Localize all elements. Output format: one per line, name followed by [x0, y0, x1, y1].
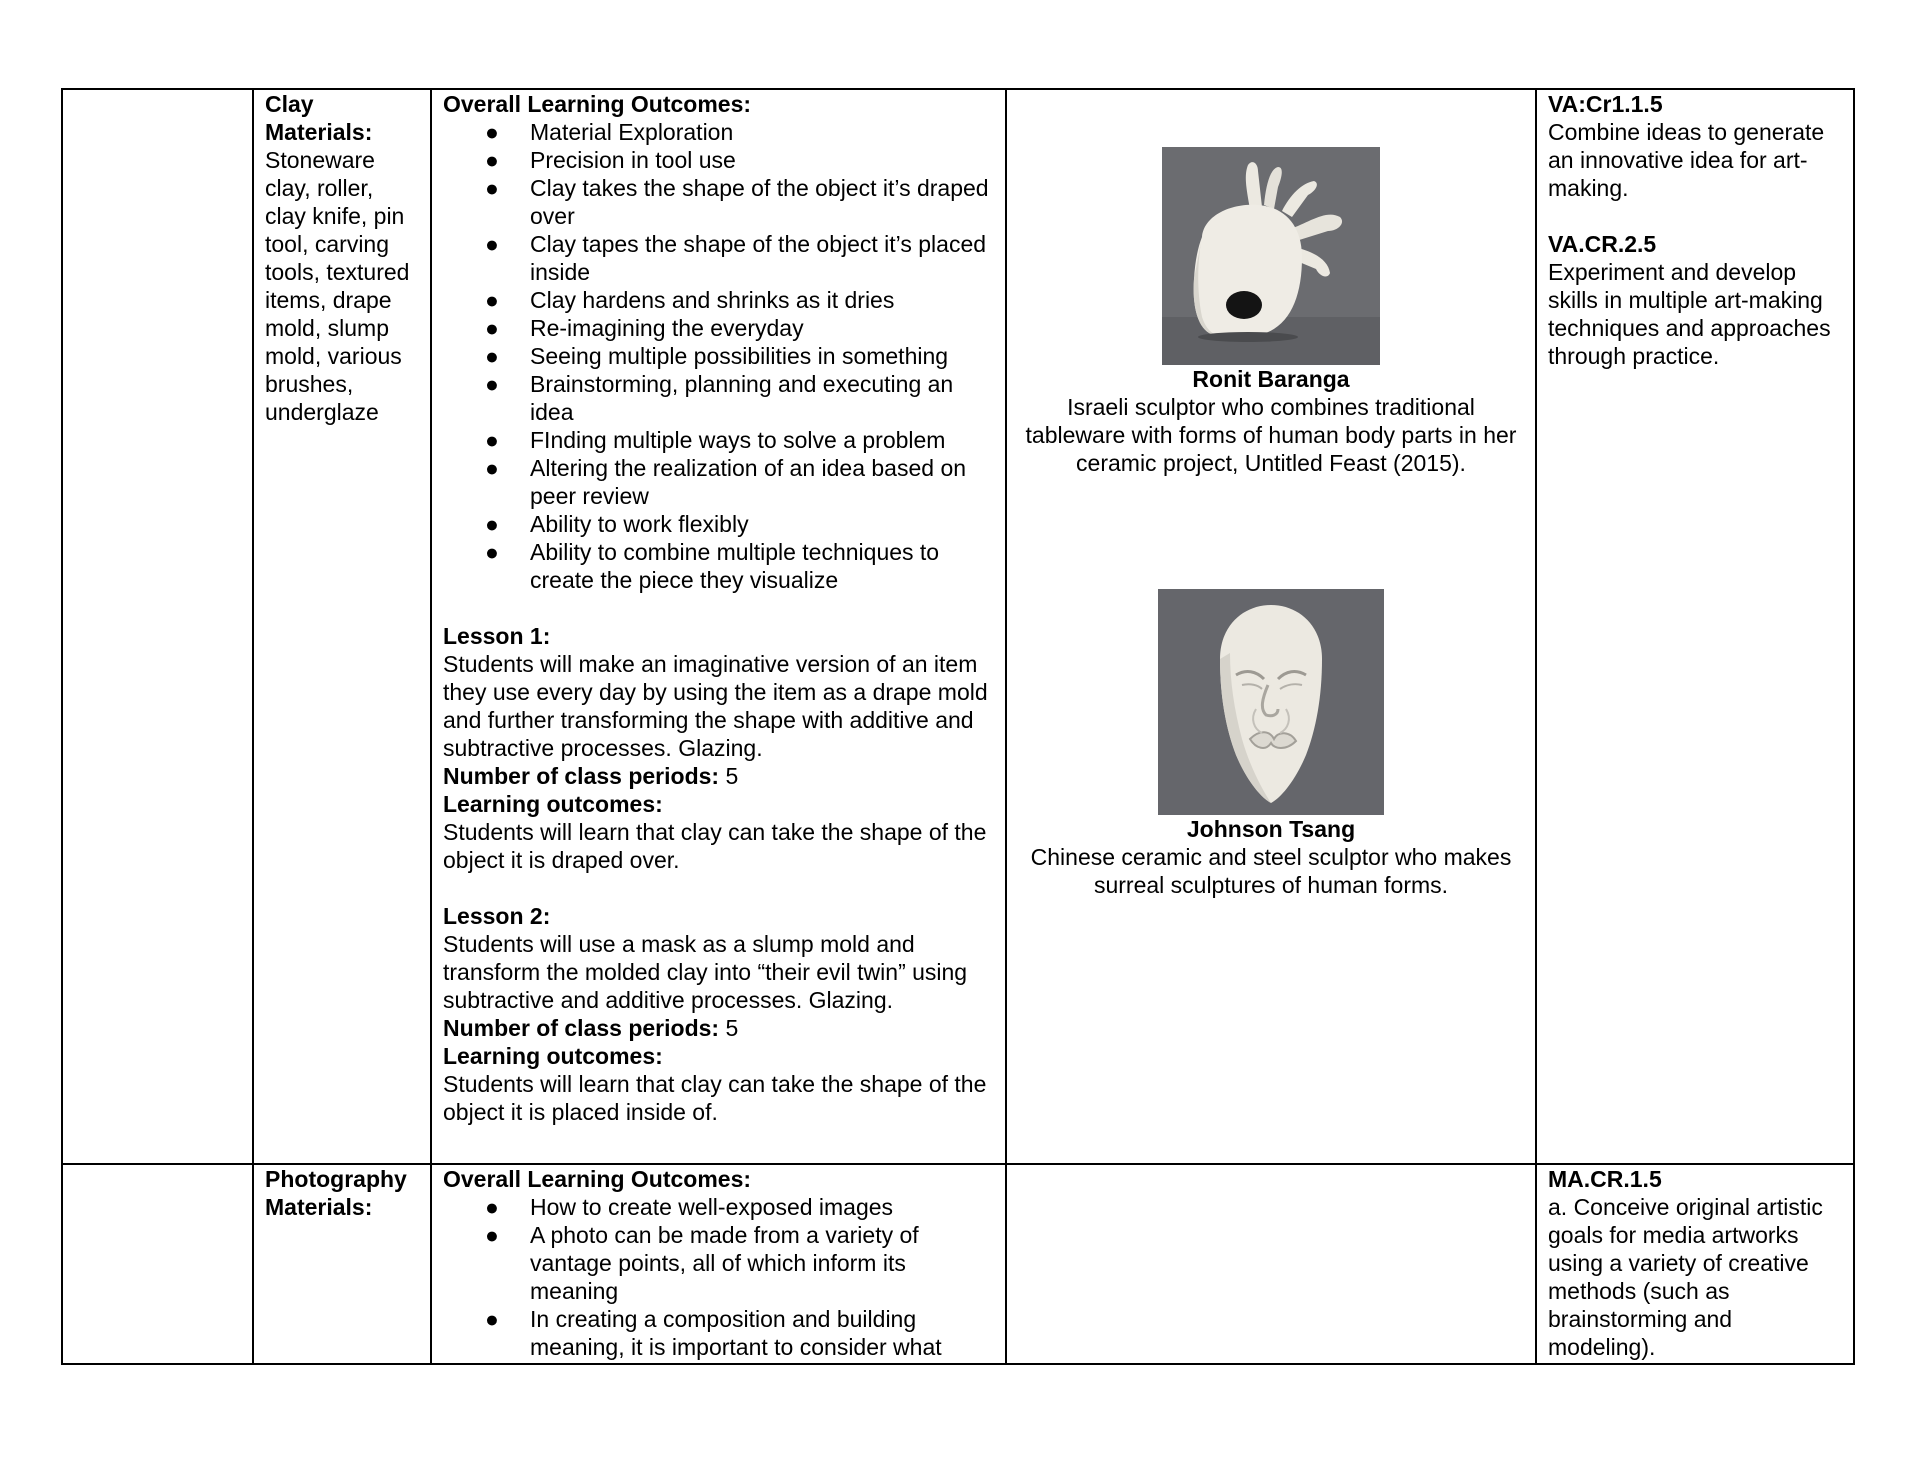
- lesson-description: Students will make an imaginative version of an item they use every day by using the item as a drape mold and further transforming the shape with additive and subtractive processes. Glazing.: [443, 651, 988, 761]
- bullet-icon: ●: [485, 231, 499, 257]
- bullet-icon: ●: [485, 147, 499, 173]
- lesson-block: [443, 902, 994, 1126]
- list-item: ● Brainstorming, planning and executing an idea: [485, 371, 954, 425]
- list-item: ● Re-imagining the everyday: [485, 315, 804, 341]
- bullet-icon: ●: [485, 427, 499, 453]
- materials-cell: [253, 1164, 431, 1364]
- lesson-block: [443, 622, 994, 874]
- lesson-title: Lesson 1:: [443, 623, 551, 649]
- sculpture-photo-ronit-baranga: [1162, 147, 1380, 365]
- class-periods: Number of class periods: 5: [443, 1015, 739, 1041]
- list-item: ● FInding multiple ways to solve a problem: [485, 427, 946, 453]
- standard-text: a. Conceive original artistic goals for media artworks using a variety of creative methods (such as brainstorming and modeling).: [1548, 1194, 1823, 1360]
- list-item: ● Altering the realization of an idea based on peer review: [485, 455, 967, 509]
- standard-code: VA:Cr1.1.5: [1548, 91, 1663, 117]
- outcomes-heading: Overall Learning Outcomes:: [443, 1166, 752, 1192]
- list-item: ● Clay takes the shape of the object it’s draped over: [485, 175, 989, 229]
- artist-block: [1018, 90, 1524, 477]
- outcomes-list: [443, 1193, 994, 1361]
- standards-cell: [1536, 1164, 1854, 1364]
- standard-text: Experiment and develop skills in multiple art-making techniques and approaches through practice.: [1548, 259, 1831, 369]
- bullet-icon: ●: [485, 455, 499, 481]
- artist-description: Chinese ceramic and steel sculptor who makes surreal sculptures of human forms.: [1030, 844, 1512, 898]
- bullet-icon: ●: [485, 287, 499, 313]
- outcomes-list: [443, 118, 994, 594]
- artist-description: Israeli sculptor who combines traditional tableware with forms of human body parts in her ceramic project, Untitled Feast (2015).: [1025, 394, 1517, 476]
- bullet-icon: ●: [485, 315, 499, 341]
- learning-outcomes-text: Students will learn that clay can take the shape of the object it is draped over.: [443, 819, 987, 873]
- lesson-description: Students will use a mask as a slump mold and transform the molded clay into “their evil twin” using subtractive and additive processes. Glazing.: [443, 931, 968, 1013]
- list-item: ● Material Exploration: [485, 119, 734, 145]
- list-item: ● Ability to combine multiple techniques to create the piece they visualize: [485, 539, 940, 593]
- bullet-icon: ●: [485, 1194, 499, 1220]
- bullet-icon: ●: [485, 1306, 499, 1332]
- lesson-title: Lesson 2:: [443, 903, 551, 929]
- materials-heading: Clay Materials:: [265, 91, 373, 145]
- list-item: ● Precision in tool use: [485, 147, 736, 173]
- bullet-icon: ●: [485, 1222, 499, 1248]
- outcomes-cell: [431, 1164, 1006, 1364]
- learning-outcomes-text: Students will learn that clay can take the shape of the object it is placed inside of.: [443, 1071, 987, 1125]
- list-item: ● A photo can be made from a variety of vantage points, all of which inform its meaning: [485, 1222, 919, 1304]
- standards-cell: [1536, 89, 1854, 1164]
- list-item: ● Ability to work flexibly: [485, 511, 749, 537]
- sculpture-photo-johnson-tsang: [1158, 589, 1384, 815]
- outcomes-heading: Overall Learning Outcomes:: [443, 91, 752, 117]
- class-periods: Number of class periods: 5: [443, 763, 739, 789]
- empty-cell: [62, 89, 253, 1164]
- lesson-plan-table: [61, 88, 1855, 1365]
- list-item: ● How to create well-exposed images: [485, 1194, 894, 1220]
- bullet-icon: ●: [485, 175, 499, 201]
- artists-cell: [1006, 89, 1536, 1164]
- outcomes-cell: [431, 89, 1006, 1164]
- standard-text: Combine ideas to generate an innovative idea for art-making.: [1548, 119, 1825, 201]
- bullet-icon: ●: [485, 343, 499, 369]
- bullet-icon: ●: [485, 119, 499, 145]
- list-item: ● Clay tapes the shape of the object it’s placed inside: [485, 231, 987, 285]
- empty-cell: [62, 1164, 253, 1364]
- bullet-icon: ●: [485, 511, 499, 537]
- standard-code: MA.CR.1.5: [1548, 1166, 1662, 1192]
- materials-heading: Photography Materials:: [265, 1166, 407, 1220]
- list-item: ● In creating a composition and building meaning, it is important to consider what: [485, 1306, 942, 1360]
- artist-name: Johnson Tsang: [1186, 816, 1356, 842]
- materials-cell: [253, 89, 431, 1164]
- bullet-icon: ●: [485, 539, 499, 565]
- artist-block: [1018, 477, 1524, 899]
- table-row-clay: [62, 89, 1854, 1164]
- artist-name: Ronit Baranga: [1192, 366, 1350, 392]
- list-item: ● Seeing multiple possibilities in something: [485, 343, 949, 369]
- materials-list: Stoneware clay, roller, clay knife, pin tool, carving tools, textured items, drape mold, slump mold, various brushes, underglaze: [265, 147, 410, 425]
- artists-cell: [1006, 1164, 1536, 1364]
- learning-outcomes-label: Learning outcomes:: [443, 1043, 663, 1069]
- learning-outcomes-label: Learning outcomes:: [443, 791, 663, 817]
- bullet-icon: ●: [485, 371, 499, 397]
- table-row-photography: [62, 1164, 1854, 1364]
- list-item: ● Clay hardens and shrinks as it dries: [485, 287, 895, 313]
- standard-code: VA.CR.2.5: [1548, 231, 1657, 257]
